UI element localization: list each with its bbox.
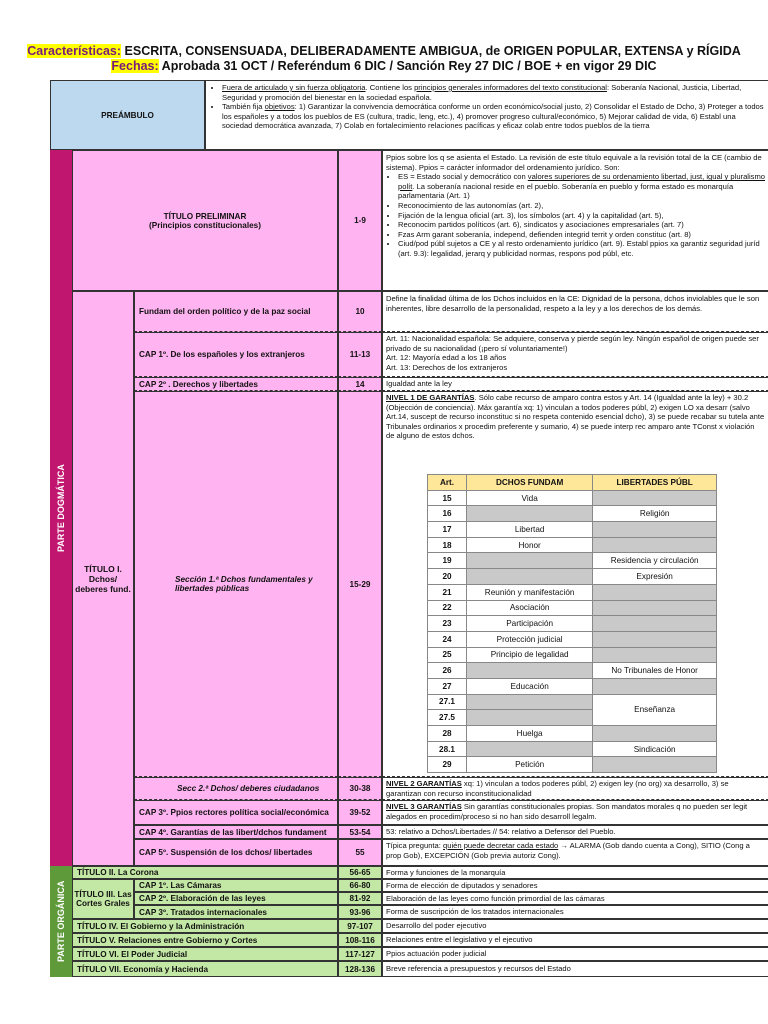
titulo-iii-label: TÍTULO III. Las Cortes Grales [72,879,134,919]
titulo-vi-label: TÍTULO VI. El Poder Judicial [72,947,338,961]
table-cell: 21 [428,584,467,600]
table-cell [593,631,717,647]
cap3-arts: 39-52 [338,800,382,825]
cap2-leyes-desc: Elaboración de las leyes como función primordial de las cámaras [382,892,768,905]
table-cell: Principio de legalidad [467,647,593,663]
table-row [428,616,717,632]
cap3-desc: NIVEL 3 GARANTÍAS Sin garantías constitucionales propias. Son mandatos morales q no pueden ser legit alegados en procedim/proceso si no han sido desarroll legalm. [382,800,768,825]
table-row [428,600,717,616]
sec1-desc: NIVEL 1 DE GARANTÍAS. Sólo cabe recurso de amparo contra estos y Art. 14 (Igualdad ante la ley) + 30.2 (Objección de conciencia). Máx garantía xq: 1) vinculan a todos poderes públ, 2) exigen LO xa desarr (salvo Art.14, suscept de recurso inconstituc si no respeta contenido esencial dcho), 3) se puede recabar su tutela ante Tribunales ordinarios x procedim preferente y sumario, 4) se puede interp rec amparo ante TConst x violación de alguno de estos dchos. [382,391,768,777]
table-row [428,694,717,710]
table-cell: Religión [593,506,717,522]
table-row [428,490,717,506]
sec2-arts: 30-38 [338,777,382,800]
fundam-label: Fundam del orden político y de la paz social [134,291,338,332]
titulo-vii-label: TÍTULO VII. Economía y Hacienda [72,961,338,977]
table-cell [467,741,593,757]
cap4-desc: 53: relativo a Dchos/Libertades // 54: relativo a Defensor del Pueblo. [382,825,768,839]
table-cell [593,678,717,694]
table-cell: Asociación [467,600,593,616]
titulo-v-label: TÍTULO V. Relaciones entre Gobierno y Cortes [72,933,338,947]
titulo-iv-arts: 97-107 [338,919,382,933]
table-cell: 26 [428,663,467,679]
titulo-preliminar-arts: 1-9 [338,150,382,291]
cap1-label: CAP 1º. De los españoles y los extranjeros [134,332,338,377]
cap2-leyes-label: CAP 2º. Elaboración de las leyes [134,892,338,905]
table-cell: Educación [467,678,593,694]
cap2-leyes-arts: 81-92 [338,892,382,905]
preambulo-desc: • Fuera de articulado y sin fuerza obligatoria. Contiene los principios generales informadores del texto constitucional: Soberanía Nacional, Justicia, Libertad, Seguridad y promoción del bienestar en la sociedad española. • También fija objetivos: 1) Garantizar la convivencia democrática conforme un orden económico/social justo, 2) Consolidar el Estado de Dcho, 3) Proteger a todos los españoles y a todos los pueblos de ES (cultura, tradic, leng, etc.), 4) promover progreso cultural/económico, 5) Mejorar calidad de vida, 6) Establ una sociedad democrática avanzada, 7) Colab en fortalecimiento relaciones pacíficas y eficaz colab entre todos pueblos de la tierra [205,80,768,150]
table-cell [593,490,717,506]
cap1-arts: 11-13 [338,332,382,377]
titulo-ii-label: TÍTULO II. La Corona [72,866,338,879]
table-row [428,553,717,569]
table-cell: 27 [428,678,467,694]
titulo-ii-arts: 56-65 [338,866,382,879]
table-cell: Protección judicial [467,631,593,647]
titulo-iv-desc: Desarrollo del poder ejecutivo [382,919,768,933]
titulo-iv-label: TÍTULO IV. El Gobierno y la Administración [72,919,338,933]
table-cell: Vida [467,490,593,506]
cap1-camaras-desc: Forma de elección de diputados y senadores [382,879,768,892]
table-row [428,569,717,585]
table-cell: Petición [467,757,593,773]
sec1-label: Sección 1.ª Dchos fundamentales y libertades públicas [134,391,338,777]
table-cell: Expresión [593,569,717,585]
titulo-preliminar-label: TÍTULO PRELIMINAR (Principios constitucionales) [72,150,338,291]
fechas-label: Fechas: [111,59,159,73]
table-cell: Honor [467,537,593,553]
cap3-label: CAP 3º. Ppios rectores política social/económica [134,800,338,825]
titulo-vi-desc: Ppios actuación poder judicial [382,947,768,961]
fundam-desc: Define la finalidad última de los Dchos incluidos en la CE: Dignidad de la persona, dchos inviolables que le son inherentes, libre desarrollo de la personalidad, respeto a la ley y a los derechos de los demás. [382,291,768,332]
titulo-vii-desc: Breve referencia a presupuestos y recursos del Estado [382,961,768,977]
table-cell: Libertad [467,522,593,538]
table-row [428,647,717,663]
parte-organica-bar: PARTE ORGÁNICA [50,866,72,977]
cap5-arts: 55 [338,839,382,866]
table-cell [593,726,717,742]
col-dchos: DCHOS FUNDAM [467,475,593,491]
parte-dogmatica-bar: PARTE DOGMÁTICA [50,150,72,866]
ensenanza-cell: Enseñanza [593,694,717,725]
titulo-preliminar-desc: Ppios sobre los q se asienta el Estado. La revisión de este título equivale a la revisión total de la CE (cambio de sistema). Ppios = carácter informador del ordenamiento jurídico. Son: • ES = Estado social y democrático con valores superiores de su ordenamiento libertad, just, igual y pluralismo polít. La soberanía nacional reside en el pueblo. Soberanía en pueblo y forma estado es monarquía parlamentaria (Art. 1) • Reconocimiento de las autonomías (art. 2), • Fijación de la lengua oficial (art. 3), los símbolos (art. 4) y la capitalidad (art. 5), • Reconocim partidos políticos (art. 6), sindicatos y asociaciones empresariales (art. 7) • Fzas Arm garant soberanía, independ, defienden integrid territ y orden constituc (art. 8) • Ciud/pod públ sujetos a CE y al resto ordenamiento jurídico (art. 9). Establ ppios xa garantiz seguridad juríd (art. 9.3): legalidad, jerarq y publicidad normas, respons pod públ, etc. [382,150,768,291]
table-row [428,678,717,694]
table-cell: 27.5 [428,710,467,726]
table-cell [467,663,593,679]
sec2-label: Secc 2.ª Dchos/ deberes ciudadanos [134,777,338,800]
cap1-desc: Art. 11: Nacionalidad española: Se adquiere, conserva y pierde según ley. Ningún español de origen puede ser privado de su nacionalidad (¡pero sí voluntariamente!) Art. 12: Mayoría edad a los 18 años Art. 13: Derechos de los extranjeros [382,332,768,377]
table-cell: 25 [428,647,467,663]
table-row [428,584,717,600]
table-cell: 16 [428,506,467,522]
cap3-tratados-arts: 93-96 [338,905,382,919]
cap4-arts: 53-54 [338,825,382,839]
table-cell: 22 [428,600,467,616]
header-line-2 [0,59,768,74]
table-cell: Huelga [467,726,593,742]
table-cell [593,616,717,632]
cap1-camaras-label: CAP 1º. Las Cámaras [134,879,338,892]
header-line-1 [0,44,768,59]
fundam-arts: 10 [338,291,382,332]
table-cell: 23 [428,616,467,632]
titulo-ii-desc: Forma y funciones de la monarquía [382,866,768,879]
table-cell: Participación [467,616,593,632]
caracteristicas-label: Características: [27,44,122,58]
table-cell [467,569,593,585]
table-cell: 28.1 [428,741,467,757]
table-cell [467,553,593,569]
cap2-desc: Igualdad ante la ley [382,377,768,391]
caracteristicas-text: ESCRITA, CONSENSUADA, DELIBERADAMENTE AMBIGUA, de ORIGEN POPULAR, EXTENSA y RÍGIDA [124,44,741,58]
table-cell: 20 [428,569,467,585]
table-row [428,522,717,538]
table-cell: 15 [428,490,467,506]
table-cell: 28 [428,726,467,742]
table-cell: 24 [428,631,467,647]
cap5-desc: Típica pregunta: quién puede decretar cada estado → ALARMA (Gob dando cuenta a Cong), SITIO (Cong a prop Gob), EXCEPCIÓN (Gob previa autoriz Cong). [382,839,768,866]
titulo-i-label: TÍTULO I. Dchos/ deberes fund. [72,291,134,866]
fechas-text: Aprobada 31 OCT / Referéndum 6 DIC / Sanción Rey 27 DIC / BOE + en vigor 29 DIC [161,59,657,73]
table-cell: Sindicación [593,741,717,757]
sec1-arts: 15-29 [338,391,382,777]
table-cell [593,757,717,773]
table-cell [593,600,717,616]
table-cell: 19 [428,553,467,569]
table-row [428,537,717,553]
table-cell: 27.1 [428,694,467,710]
titulo-vi-arts: 117-127 [338,947,382,961]
cap5-label: CAP 5º. Suspensión de los dchos/ libertades [134,839,338,866]
cap2-label: CAP 2º . Derechos y libertades [134,377,338,391]
titulo-v-desc: Relaciones entre el legislativo y el ejecutivo [382,933,768,947]
table-cell: Residencia y circulación [593,553,717,569]
table-cell: No Tribunales de Honor [593,663,717,679]
table-row [428,741,717,757]
table-cell: 29 [428,757,467,773]
cap1-camaras-arts: 66-80 [338,879,382,892]
cap2-arts: 14 [338,377,382,391]
cap4-label: CAP 4º. Garantías de las libert/dchos fundament [134,825,338,839]
table-cell: Reunión y manifestación [467,584,593,600]
sec2-desc: NIVEL 2 GARANTÍAS xq: 1) vinculan a todos poderes públ, 2) exigen ley (no org) xa desarrollo, 3) se garantizan con recurso inconstitucionalidad [382,777,768,800]
titulo-vii-arts: 128-136 [338,961,382,977]
table-row [428,506,717,522]
table-row [428,757,717,773]
table-cell: 18 [428,537,467,553]
preambulo-label: PREÁMBULO [50,80,205,150]
table-cell [467,694,593,710]
table-cell [593,522,717,538]
rights-table [427,474,717,773]
cap3-tratados-label: CAP 3º. Tratados internacionales [134,905,338,919]
col-art: Art. [428,475,467,491]
col-libertades: LIBERTADES PÚBL [593,475,717,491]
titulo-v-arts: 108-116 [338,933,382,947]
table-cell: 17 [428,522,467,538]
table-row [428,663,717,679]
table-cell [593,647,717,663]
table-cell [467,710,593,726]
cap3-tratados-desc: Forma de suscripción de los tratados internacionales [382,905,768,919]
table-row [428,726,717,742]
table-cell [593,584,717,600]
table-cell [467,506,593,522]
table-row [428,631,717,647]
table-cell [593,537,717,553]
